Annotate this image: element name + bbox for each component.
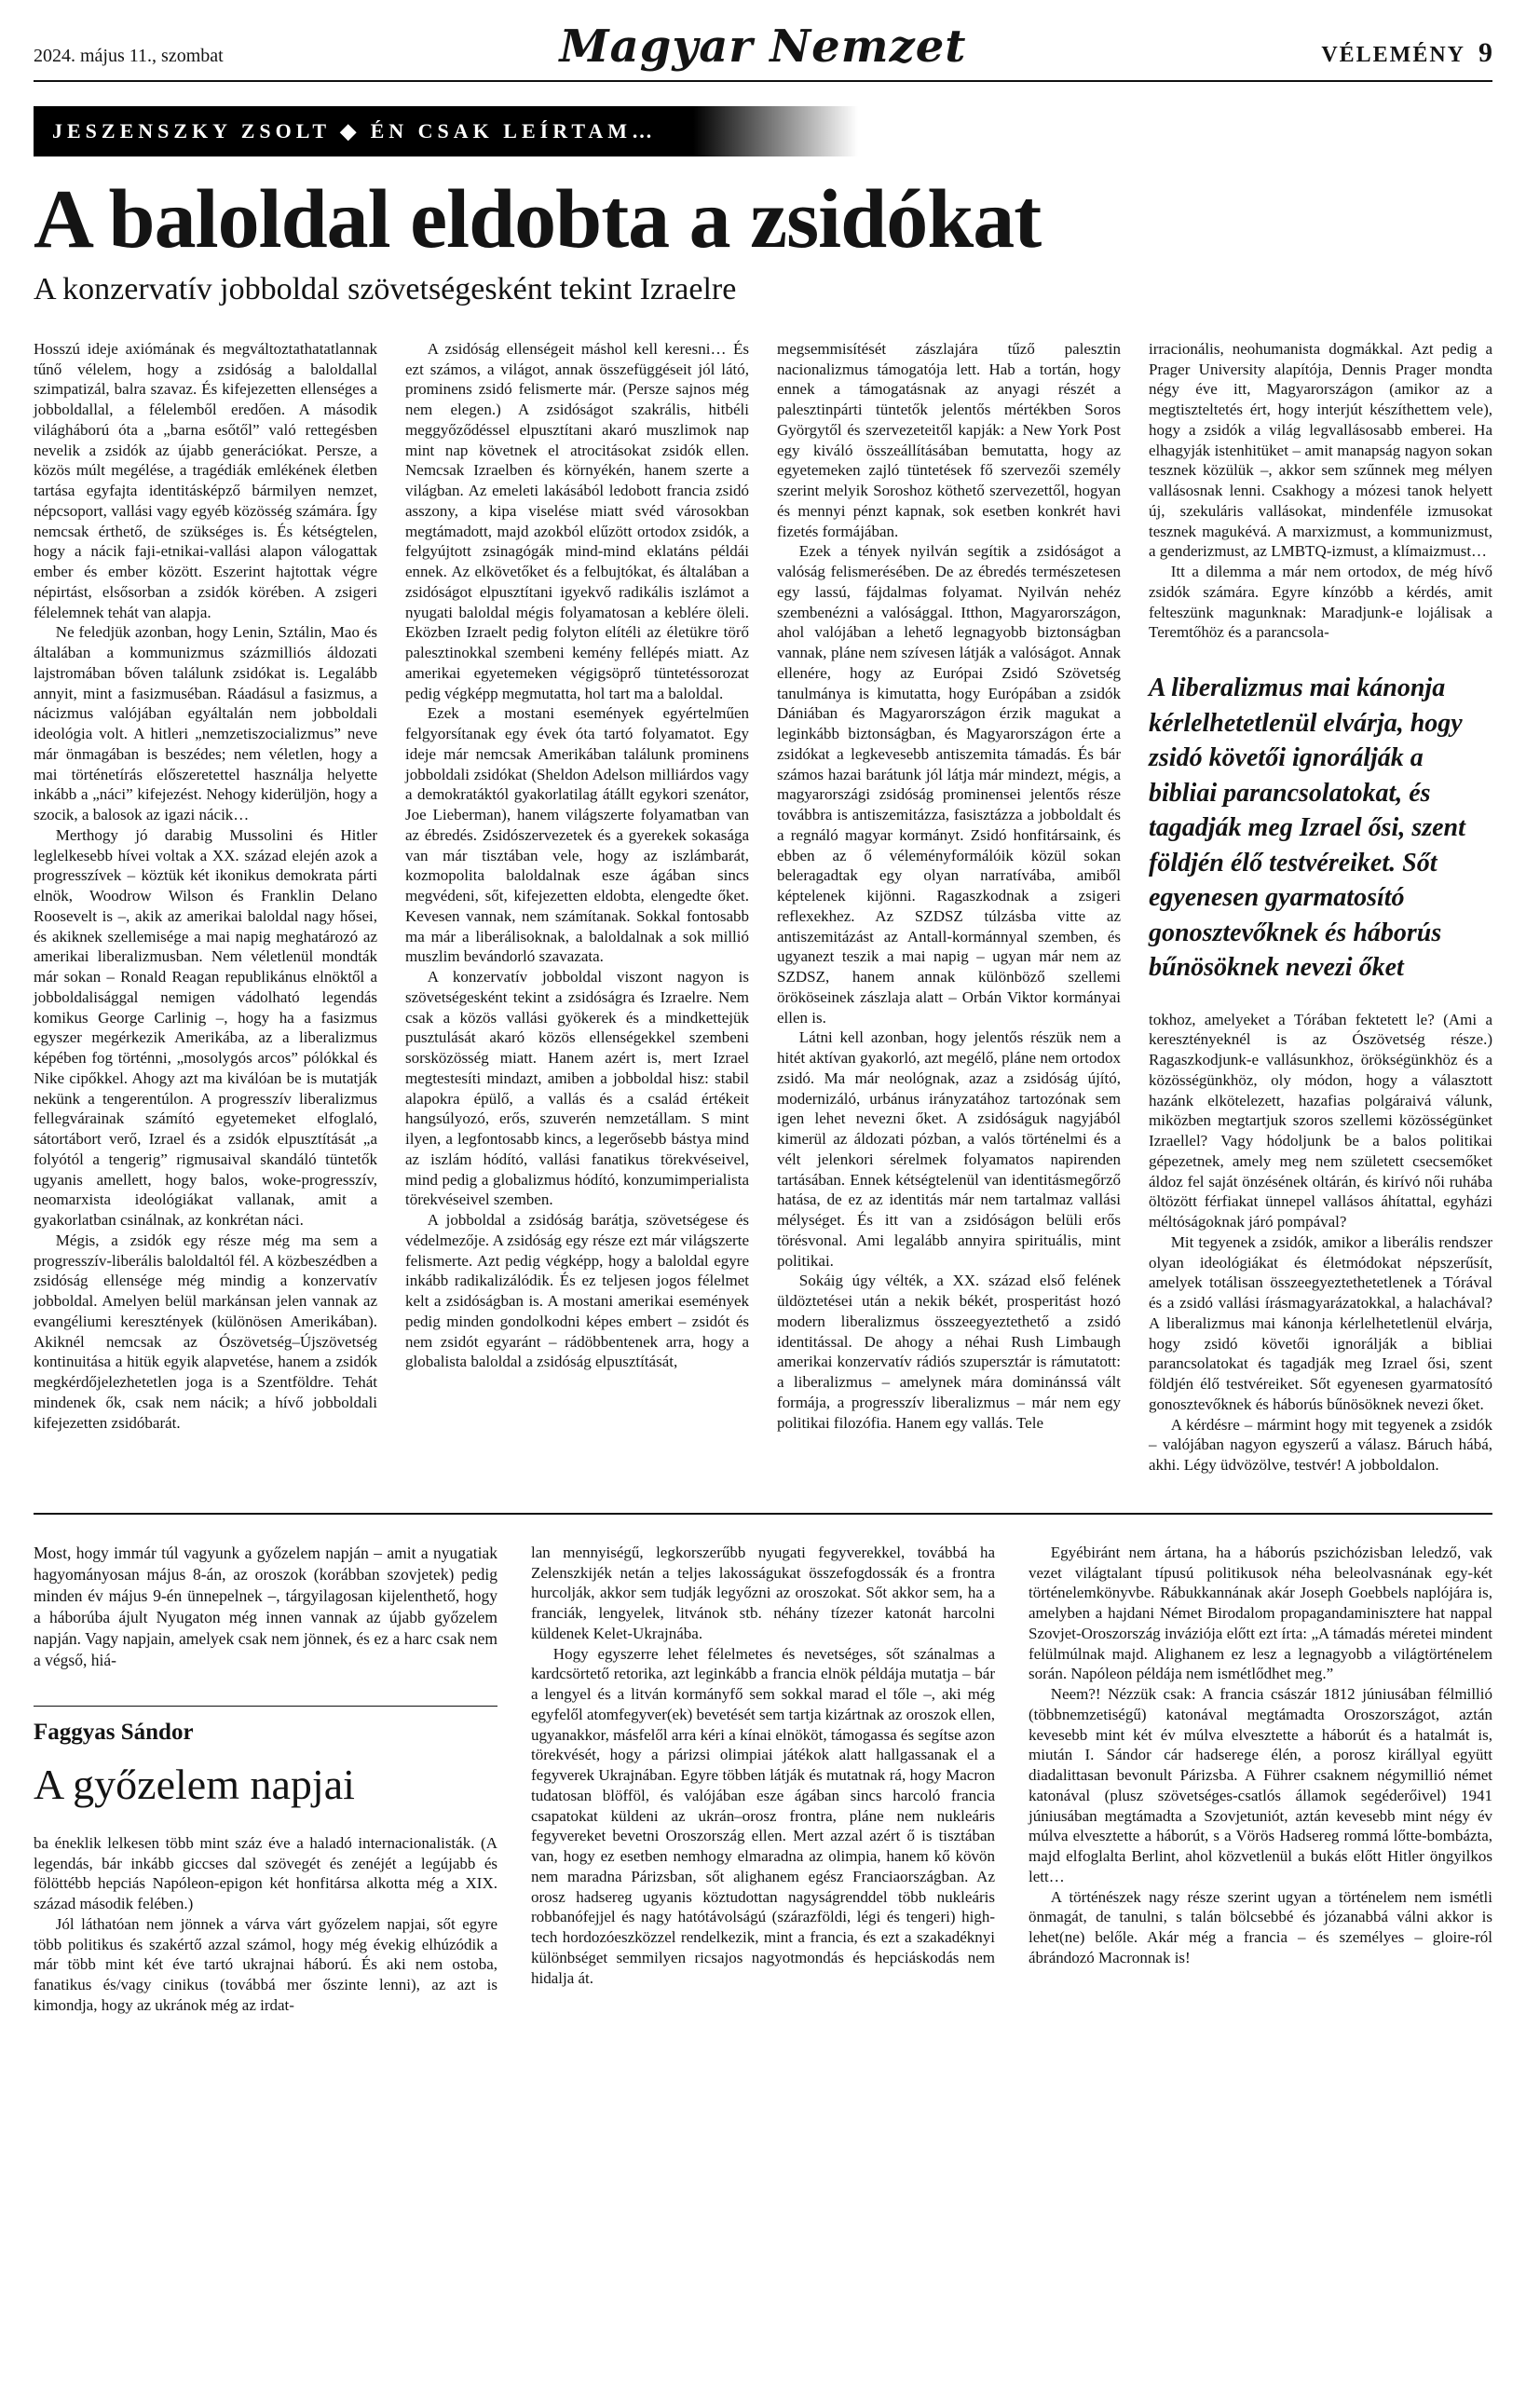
paragraph: A konzervatív jobboldal viszont nagyon is szövetségesként tekint a zsidóságra és Izraelre. Nem csak a közös vallási gyökerek és a mindkettejük pusztulását akaró közös ellenségekkel szembeni sorsközösség miatt. Hanem azért is, mert Izrael megtestesíti mindazt, amiben a jobboldal hisz: stabil alapokra épülő, a vallás és a család értékeit hangsúlyozó, erős, szuverén nemzetállam. S mint ilyen, a legfontosabb kincs, a legerősebb bástya mind az iszlám hódító, vallási fanatikus törekvéseivel, mind pedig a globalizmus hódító, konzumimperialista törekvéseivel szemben. [405,968,749,1209]
paragraph: Hogy egyszerre lehet félelmetes és nevetséges, sőt szánalmas a kardcsörtető retorika, azt leginkább a francia elnök példája mutatja – bár a lengyel és a litván kormányfő sem sokkal marad el tőle –, aki még egyfelől atomfegyver(ek) bevetését sem tartja kizártnak az oroszok ellen, ugyanakkor, másfelől arra kéri a kínai elnököt, támogassa és segítse azon törekvését, hogy a párizsi olimpiai játékok alatt hallgassanak el a fegyverek Ukrajnában. Egyre többen látják és mutatnak rá, hogy Macron tudatosan blöfföl, és valójában esze ágában sincs harcoló francia csapatokat küldeni az ukrán–orosz frontra, pláne nem nukleáris fegyvereket bevetni Oroszország ellen. Mert azzal azért ő is tisztában van, hogy ez esetben nemhogy elmaradna az olimpia, hanem kő kövön nem maradna Párizsban, sőt alighanem egész Franciaországban. Az orosz hadsereg ugyanis köztudottan nagyságrenddel több nukleáris robbanófejjel és nagy hatótávolságú (szárazföldi, légi és tengeri) high-tech hordozóeszközzel rendelkezik, mint a francia, és ezt a szakadéknyi különbséget semmilyen ricsajos nagyotmondás és hepciáskodás nem hidalja át. [531,1644,995,1987]
section-header [1321,37,1492,69]
paragraph: A kérdésre – mármint hogy mit tegyenek a zsidók – valójában nagyon egyszerű a válasz. Báruch hábá, akhi. Légy üdvözölve, testvér! A jobboldalon. [1149,1415,1492,1475]
paragraph: Neem?! Nézzük csak: A francia császár 1812 júniusában félmillió (többnemzetiségű) katonával megtámadta Oroszországot, aztán kevesebb mint két év múlva elvesztette a háborút és a hatalmát is, miután I. Sándor cár hadserege élén, a porosz királlyal együtt diadalittasan bevonult Párizsba. A Führer csaknem négymillió német katonával (plusz szövetséges-csatlós államok segéderőivel) 1941 júniusában megtámadta a Szovjetuniót, aztán kevesebb mint négy év múlva elvesztette a háborút, s a Vörös Hadsereg rommá lőtte-bombázta, majd elfoglalta Berlint, ahol közvetlenül a bukás előtt Hitler öngyilkos lett… [1029,1685,1492,1885]
masthead: Magyar Nemzet [559,20,967,73]
paragraph: Ezek a mostani események egyértelműen felgyorsítanak egy évek óta tartó folyamatot. Egy ideje már nemcsak Amerikában találunk prominens jobboldali zsidókat (Sheldon Adelson milliárdos vagy a demokratáktól gyakorlatilag átállt egykori szenátor, Joe Lieberman), hanem világszerte folyamatban van az ébredés. Zsidószervezetek és a gyerekek sokasága van már tisztában vele, hogy az iszlámbarát, kozmopolita baloldalnak esze ágában sincs megvédeni, sőt, kifejezetten eldobta, elengedte őket. Kevesen vannak, nem számítanak. Sokkal fontosabb ma már a liberálisoknak, a baloldalnak a sok millió muszlim bevándorló szavazata. [405,704,749,966]
page-number: 9 [1478,37,1492,68]
paragraph: irracionális, neohumanista dogmákkal. Azt pedig a Prager University alapítója, Dennis Prager mondta négy éve itt, Magyarországon (amikor az a megtiszteltetés ért, hogy interjút készíthettem vele), hogy a zsidók a világ legvallásosabb emberei. Ha elhagyják istenhitüket – amit manapság nagyon sokan tesznek közülük –, akkor sem szűnnek meg mélyen vallásosnak lenni. Csakhogy a mózesi tanok helyett új, szekuláris vallásokat, mindenféle izmusokat tesznek magukévá. A marxizmust, a kommunizmust, a genderizmust, az LMBTQ-izmust, a klímaizmust… [1149,339,1492,561]
paragraph: A zsidóság ellenségeit máshol kell keresni… És ezt számos, a világot, annak összefüggéseit jól látó, prominens zsidó felismerte már. (Persze sajnos még nem elegen.) A zsidóságot szakrális, hitbéli meggyőződéssel elpusztítani akaró muszlimok nap mint nap követnek el atrocitásokat zsidók ellen. Nemcsak Izraelben és környékén, hanem szerte a világban. Az emeleti lakásából ledobott francia zsidó asszony, a kipa viselése miatt svéd városokban megtámadott, majd azokból elűzött ortodox zsidók, a felgyújtott zsinagógák mind-mind eklatáns példái ennek. Az elkövetőket és a felbujtókat, és általában a zsidóságot elpusztítani igyekvő radikális iszlámot a nyugati baloldal mégis folyamatosan a keblére öleli. Eközben Izraelt pedig folyton elítéli az életükre törő palesztinokkal szembeni kemény fellépés miatt. Az amerikai egyetemeken végigsöprő tüntetéssorozat pedig végképp megmutatta, hol tart ma a baloldal. [405,339,749,702]
second-article-column-2 [531,1543,995,2016]
paragraph: ba éneklik lelkesen több mint száz éve a haladó internacionalisták. (A legendás, bár inkább giccses dal szövegét és zenéjét a legújabb és fölöttébb hepciás Napóleon-epigon két honfitársa alkotta még a XIX. század második felében.) [34,1833,497,1913]
paragraph: Egyébiránt nem ártana, ha a háborús pszichózisban leledző, vak vezet világtalant típusú politikusok néha beleolvasnának egy-két történelemkönyvbe. Rábukkannának akár Joseph Goebbels naplójára is, amelyben a hajdani Német Birodalom propagandaminisztere hat nappal Szovjet-Oroszország inváziója előtt ezt írta: „A támadás méretei mindent felülmúlnak majd. Alighanem ez lesz a legnagyobb a világtörténelem során. Napóleon példája nem ismétlődhet meg.” [1029,1543,1492,1683]
pull-quote: A liberalizmus mai kánonja kérlelhetetlenül elvárja, hogy zsidó követői ignorálják a bibliai parancsolatokat, és tagadják meg Izrael ősi, szent földjén élő testvéreiket. Sőt egyenesen gyarmatosító gonosztevőknek és háborús bűnösöknek nevezi őket [1149,673,1465,983]
second-article-column-1 [34,1543,497,2016]
date-label: 2024. május 11., szombat [34,46,224,66]
paragraph: megsemmisítését zászlajára tűző palesztin nacionalizmus támogatója lett. Hab a tortán, hogy ennek a támogatásnak az anyagi részét a palesztinpárti tüntetők jelentős mértékben Soros Györgytől és szervezeteitől kapják: a New York Post egy kiváló összeállításában bemutatta, hogy az egyetemeken zajló tüntetések fő szervezői személy szerint melyik Soroshoz köthető szervezettől, hogyan és mennyi pénzt kapnak, sok esetben konkrét havi fizetés formájában. [777,339,1121,540]
main-headline: A baloldal eldobta a zsidókat [34,173,1042,265]
paragraph: tokhoz, amelyeket a Tórában fektetett le? (Ami a keresztényeknél is az Ószövetség része.) Ragaszkodjunk-e vallásunkhoz, örökségünkhöz és a közösségünkhöz, oly módon, hogy a választott hazánk elkötelezett, hazafias polgáraivá válunk, miközben megtartjuk szoros szellemi közösségünket Izraellel? Vagy hódoljunk be a balos politikai gépezetnek, amely meg nem született csecsemőket áldoz fel saját önzésének oltárán, és kirívó női ruhába öltözött férfiakat ünnepel vallásos áhítattal, egyházi méltóságoknak járó pompával? [1149,1010,1492,1231]
paragraph: Itt a dilemma a már nem ortodox, de még hívő zsidók számára. Egyre kínzóbb a kérdés, amit felteszünk magunknak: Maradjunk-e lojálisak a Teremtőhöz és a parancsola- [1149,563,1492,642]
article-column-1 [34,339,377,1476]
main-article-body [34,339,1492,1476]
article-column-2 [405,339,749,1476]
article-divider [34,1513,1492,1515]
kicker-text: JESZENSZKY ZSOLT ◆ ÉN CSAK LEÍRTAM… [52,119,658,143]
lede-paragraph: Most, hogy immár túl vagyunk a győzelem napján – amit a nyugatiak hagyományosan május 8-án, az oroszok (korábban szovjetek) pedig minden év május 9-én ünnepelnek –, tárgyilagosan kijelenthető, hogy a háborúba ájult Nyugaton még innen vannak az újabb győzelem napján. Vagy napjain, amelyek csak nem jönnek, és ez a harc csak nem a végső, hiá- [34,1543,497,1670]
second-article [34,1543,1492,2016]
paragraph: A történészek nagy része szerint ugyan a történelem nem ismétli önmagát, de tanulni, s talán bölcsebbé és józanabbá válni akkor is lehet(ne) belőle. Akár még a francia – és személyes – gloire-ról ábrándozó Macronnak is! [1029,1887,1492,1966]
second-column-1-body [34,1833,497,2016]
paragraph: lan mennyiségű, legkorszerűbb nyugati fegyverekkel, továbbá ha Zelenszkijék netán a teljes lakosságukat összefogdossák és a frontra hurcolják, akkor sem tudják legyőzni az oroszokat. Sőt akkor sem, ha a franciák, lengyelek, litvánok stb. néhány tízezer katonát harcolni küldenek Kelet-Ukrajnába. [531,1543,995,1642]
kicker-bar [34,106,858,156]
paragraph: Mégis, a zsidók egy része még ma sem a progresszív-liberális baloldaltól fél. A közbeszédben a zsidóság ellensége még mindig a konzervatív jobboldal. Amelyen belül markánsan jelen vannak az evangéliumi keresztények (különösen Amerikában). Akiknél nemcsak az Ószövetség–Újszövetség kontinuitása a hitük egyik alapvetése, hanem a zsidók megkérdőjelezhetetlen joga is a Szentföldre. Tehát mindenek ők, csak nem nácik; a hívő jobboldali kifejezetten zsidóbarát. [34,1231,377,1432]
second-article-column-3 [1029,1543,1492,2016]
paragraph: A jobboldal a zsidóság barátja, szövetségese és védelmezője. A zsidóság egy része ezt már világszerte felismerte. Azt pedig végképp, hogy a baloldal egyre inkább radikalizálódik. És ez teljesen jogos félelmet kelt a zsidóságban is. A mostani amerikai események pedig minden gondolkodni képes embert – zsidót és nem zsidót egyaránt – rádöbbentenek arra, hogy a globalista baloldal a zsidóság elpusztítását, [405,1211,749,1371]
column-4-bottom [1149,1010,1492,1476]
paragraph: Merthogy jó darabig Mussolini és Hitler leglelkesebb hívei voltak a XX. század elején azok a progresszívek – köztük két ikonikus demokrata párti elnök, Woodrow Wilson és Franklin Delano Roosevelt is –, akik az amerikai baloldal nagy hősei, és akiknek szellemisége a mai napig meghatározó az amerikai liberalizmusban. Nem véletlenül mondták már sokan – Ronald Reagan republikánus elnöktől a jobboldalisággal nemigen vádolható legendás komikus George Carlinig –, hogy ha a fasizmus egyszer megérkezik Amerikába, az a liberalizmus képében fog történni, „mosolygós arcos” pólókkal és Nike cipőkkel. Ahogy azt ma kiválóan be is mutatják nekünk a tengerentúlon. A progresszív liberalizmus fellegvárainak számító egyetemeket elfoglaló, sátortábort verő, Izrael és a zsidók elpusztítását „a folyótól a tengerig” rigmusaival skandáló tüntetők ugyanis amellett, hogy balos, woke-progresszív, neomarxista ideológiákat vallanak, amit a gyakorlatban csinálnak, az konkrétan náci. [34,825,377,1230]
column-4-top [1149,339,1492,643]
article-column-3 [777,339,1121,1476]
paragraph: Ezek a tények nyilván segítik a zsidóságot a valóság felismerésében. De az ébredés természetesen egy lassú, fájdalmas folyamat. Nyilván nehéz szembenézni a valósággal. Itthon, Magyarországon, ahol valójában a lehető legnagyobb biztonságban vannak, pláne nem szívesen látják a valóságot. Annak ellenére, hogy az Európai Zsidó Szövetség tanulmánya is kimutatta, hogy Európában a zsidók Dániában és Magyarországon érzik magukat a leginkább biztonságban, és Magyarországon érte a zsidókat a legkevesebb antiszemita támadás. És bár számos hazai barátunk jól látja már mindezt, mégis, a magyarországi zsidóság prominensei jelentős része továbbra is antiszemitázza, fasisztázza a jobboldalt és a regnáló magyar kormányt. Zsidó honfitársaink, és ebben az ő véleményformálóik közül sokan beleragadtak egy olyan narratívába, amiből képtelenek kijönni. Ragaszkodnak a zsigeri reflexekhez. Az SZDSZ túlzásba vitte az antiszemitázást az Antall-kormánnyal szemben, és ugyanezt teszik a mai napig – ugyan már nem az SZDSZ, hanem annak különböző szellemi örököseinek zászlaja alatt – Orbán Viktor kormányai ellen is. [777,542,1121,1027]
article-column-4 [1149,339,1492,1476]
second-headline: A győzelem napjai [34,1760,355,1808]
paragraph: Sokáig úgy vélték, a XX. század első felének üldöztetései után a nekik békét, prosperitást hozó modern liberalizmus összeegyeztethető a zsidó identitással. De ahogy a néhai Rush Limbaugh amerikai konzervatív rádiós szupersztár is rámutatott: a liberalizmus – amelynek mára dominánssá vált formája, a progresszív liberalizmus – már nem egy politikai filozófia. Hanem egy vallás. Tele [777,1272,1121,1432]
paragraph: Mit tegyenek a zsidók, amikor a liberális rendszer olyan ideológiákat és életmódokat népszerűsít, amelyek totálisan összeegyeztethetetlenek a Tórával és a zsidó vallási írásmagyarázatokkal, a halachával? A liberalizmus mai kánonja kérlelhetetlenül elvárja, hogy zsidó követői ignorálják a bibliai parancsolatokat és tagadják meg Izrael ősi, szent földjén élő testvéreiket. Sőt egyenesen gyarmatosító gonosztevőknek és háborús bűnösöknek nevezi őket. [1149,1232,1492,1413]
paragraph: Ne feledjük azonban, hogy Lenin, Sztálin, Mao és általában a kommunizmus százmilliós áldozati lajstromában bőven találunk zsidókat is. Legalább annyit, mint a fasizmuséban. Ráadásul a fasizmus, a nácizmus valójában egyáltalán nem jobboldali ideológia volt. A hitleri „nemzetiszocializmus” neve már önmagában is beszédes; nem véletlen, hogy a mai történetírás előszeretettel használja helyette inkább a „náci” kifejezést. Nehogy kiderüljön, hogy a szocik, a balosok az igazi nácik… [34,623,377,824]
paragraph: Hosszú ideje axiómának és megváltoztathatatlannak tűnő vélelem, hogy a zsidóság a baloldallal szimpatizál, balra szavaz. És kifejezetten ellenséges a jobboldallal, a félelemből eredően. A második világháború óta a „barna esőtől” való rettegésben nevelik a zsidók az újabb generációkat. Persze, a közös múlt megélése, a tragédiák emlékének életben tartása egyfajta identitásképző bármilyen nemzet, népcsoport, vallási vagy egyéb közösség számára. Így nemcsak érthető, de szükséges is. És kétségtelen, hogy a nácik faji-etnikai-vallási alapon válogattak ember és ember között. Eszerint hajtottak végre népirtást, elsősorban a zsidók körében. A zsigeri félelemnek tehát van alapja. [34,339,377,621]
paragraph: Látni kell azonban, hogy jelentős részük nem a hitét aktívan gyakorló, azt megélő, pláne nem ortodox zsidó. Ma már neológnak, azaz a zsidóság újító, modernizáló, urbánus irányzatához tartozónak sem igen lehet nevezni őket. A zsidóságuk nagyjából kimerül az áldozati pózban, a valós történelmi és a vélt jelenkori sérelmek folyamatos napirenden tartásában. Ennek kétségtelenül van identitásmegőrző hatása, de ez az identitás már nem tartalmaz vallási mélységet. És itt van a zsidóságon belüli erős törésvonal. Ami legalább annyira spirituális, mint politikai. [777,1028,1121,1270]
section-label: VÉLEMÉNY [1321,43,1465,67]
main-subhead: A konzervatív jobboldal szövetségesként tekint Izraelre [34,271,737,306]
paragraph: Jól láthatóan nem jönnek a várva várt győzelem napjai, sőt egyre több politikus és szakértő azzal számol, hogy még évekig elhúzódik a már több mint két éve tartó ukrajnai háború. És aki nem ostoba, fanatikus és/vagy cinikus (továbbá mer őszinte lenni), az azt is kimondja, hogy az ukránok még az irdat- [34,1914,497,2014]
byline: Faggyas Sándor [34,1706,497,1748]
page-header [34,20,1492,82]
